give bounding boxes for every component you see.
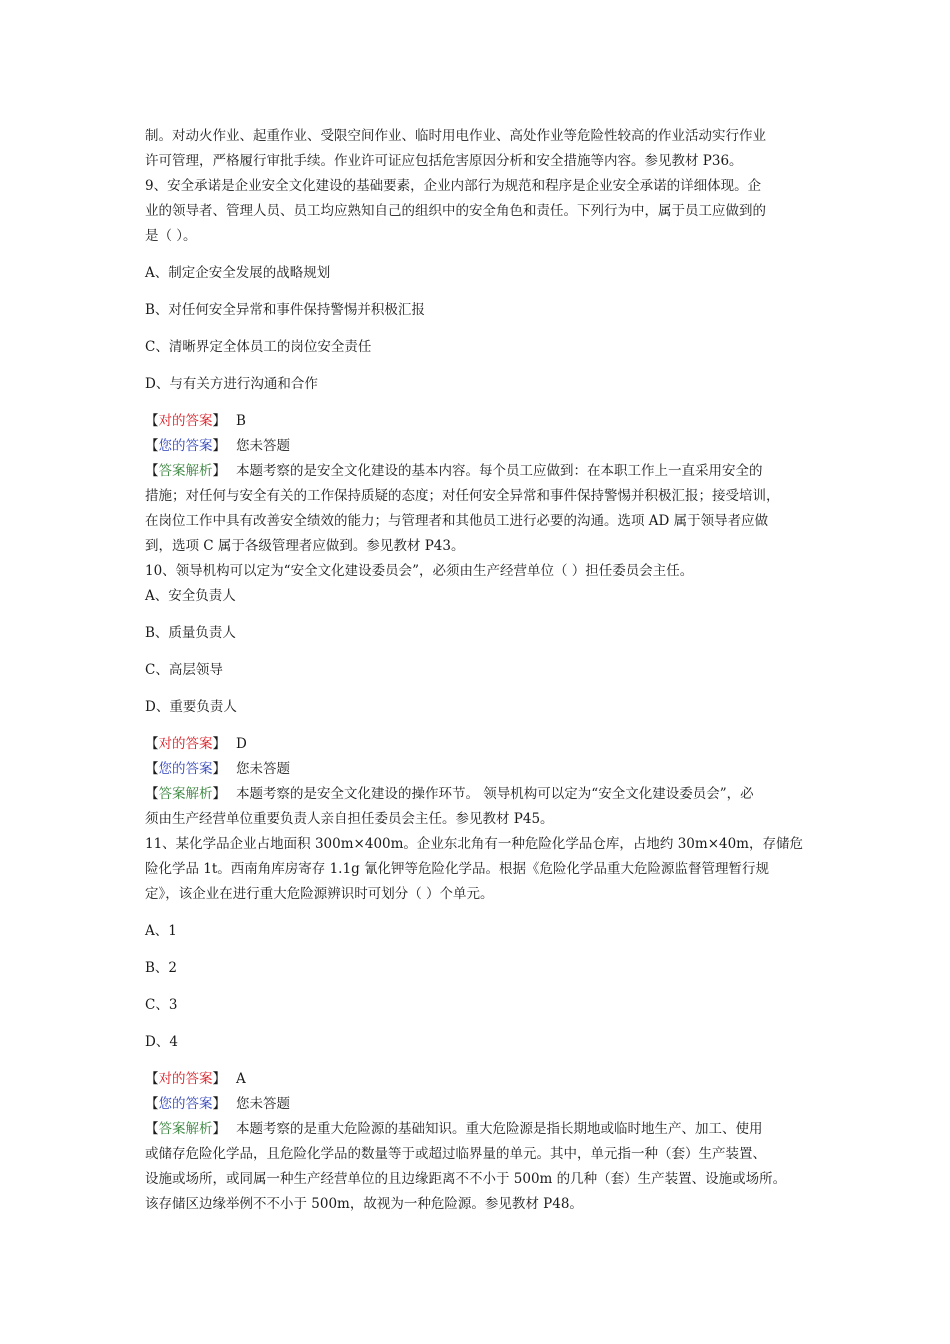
bracket-open: 【: [145, 1071, 159, 1087]
your-answer-value: 您未答题: [236, 761, 290, 777]
correct-answer-row: [145, 409, 815, 434]
stem-line: 10、领导机构可以定为“安全文化建设委员会”，必须由生产经营单位（ ）担任委员会主任。: [145, 563, 694, 579]
analysis-line: [145, 459, 815, 484]
question-block: [145, 559, 815, 832]
bracket-open: 【: [145, 438, 159, 454]
bracket-open: 【: [145, 1121, 159, 1137]
bracket-close: 】: [212, 1096, 226, 1112]
your-answer-label: 您的答案: [158, 761, 213, 777]
analysis-line: 或储存危险化学品，且危险化学品的数量等于或超过临界量的单元。其中，单元指一种（套）生产装置、: [145, 1146, 766, 1162]
bracket-close: 】: [212, 1071, 226, 1087]
option-b: B、质量负责人: [145, 625, 236, 641]
analysis-label: 答案解析: [158, 1121, 213, 1137]
your-answer-value: 您未答题: [236, 438, 290, 454]
bracket-close: 】: [212, 413, 226, 429]
bracket-open: 【: [145, 761, 159, 777]
option-a: A、1: [145, 923, 177, 939]
analysis-text: 本题考察的是重大危险源的基础知识。重大危险源是指长期地或临时地生产、加工、使用: [236, 1121, 763, 1137]
option-b: B、对任何安全异常和事件保持警惕并积极汇报: [145, 302, 425, 318]
intro-line: 许可管理，严格履行审批手续。作业许可证应包括危害原因分析和安全措施等内容。参见教材 P36。: [145, 153, 743, 169]
question-stem: [145, 174, 815, 249]
option-d: D、4: [145, 1034, 178, 1050]
option-c: C、高层领导: [145, 662, 223, 678]
option-c: C、3: [145, 997, 178, 1013]
question-block: [145, 832, 815, 1217]
correct-answer-value: A: [236, 1071, 246, 1087]
your-answer-row: [145, 434, 815, 459]
option-a: A、制定企安全发展的战略规划: [145, 265, 331, 281]
bracket-open: 【: [145, 1096, 159, 1112]
intro-line: 制。对动火作业、起重作业、受限空间作业、临时用电作业、高处作业等危险性较高的作业活动实行作业: [145, 128, 766, 144]
analysis-line: [145, 1117, 815, 1142]
analysis-block: [145, 459, 815, 559]
analysis-label: 答案解析: [158, 463, 213, 479]
stem-line: 9、安全承诺是企业安全文化建设的基础要素，企业内部行为规范和程序是企业安全承诺的详细体现。企: [145, 178, 762, 194]
intro-paragraph: [145, 124, 815, 174]
question-block: [145, 174, 815, 559]
analysis-line: [145, 782, 815, 807]
analysis-line: 措施；对任何与安全有关的工作保持质疑的态度；对任何安全异常和事件保持警惕并积极汇报；接受培训，: [145, 488, 780, 504]
your-answer-label: 您的答案: [158, 1096, 213, 1112]
stem-line: 11、某化学品企业占地面积 300m×400m。企业东北角有一种危险化学品仓库，占地约 30m×40m，存储危: [145, 836, 803, 852]
stem-line: 险化学品 1t。西南角库房寄存 1.1g 氰化钾等危险化学品。根据《危险化学品重大危险源监督管理暂行规: [145, 861, 769, 877]
question-stem: [145, 832, 815, 907]
correct-answer-label: 对的答案: [158, 1071, 213, 1087]
your-answer-row: [145, 1092, 815, 1117]
correct-answer-row: [145, 1067, 815, 1092]
correct-answer-row: [145, 732, 815, 757]
bracket-open: 【: [145, 463, 159, 479]
stem-line: 是（ ）。: [145, 228, 197, 244]
correct-answer-label: 对的答案: [158, 413, 213, 429]
option-c: C、清晰界定全体员工的岗位安全责任: [145, 339, 372, 355]
analysis-text: 本题考察的是安全文化建设的操作环节。 领导机构可以定为“安全文化建设委员会”，必: [236, 786, 754, 802]
bracket-close: 】: [212, 1121, 226, 1137]
bracket-close: 】: [212, 736, 226, 752]
bracket-close: 】: [212, 463, 226, 479]
bracket-close: 】: [212, 786, 226, 802]
option-d: D、重要负责人: [145, 699, 237, 715]
your-answer-row: [145, 757, 815, 782]
correct-answer-value: B: [236, 413, 246, 429]
bracket-open: 【: [145, 786, 159, 802]
stem-line: 业的领导者、管理人员、员工均应熟知自己的组织中的安全角色和责任。下列行为中，属于员工应做到的: [145, 203, 766, 219]
bracket-open: 【: [145, 736, 159, 752]
analysis-block: [145, 1117, 815, 1217]
question-stem: [145, 559, 815, 584]
analysis-text: 本题考察的是安全文化建设的基本内容。每个员工应做到：在本职工作上一直采用安全的: [236, 463, 763, 479]
analysis-line: 设施或场所，或同属一种生产经营单位的且边缘距离不不小于 500m 的几种（套）生产装置、设施或场所。: [145, 1171, 787, 1187]
your-answer-label: 您的答案: [158, 438, 213, 454]
option-d: D、与有关方进行沟通和合作: [145, 376, 318, 392]
analysis-line: 到，选项 C 属于各级管理者应做到。参见教材 P43。: [145, 538, 465, 554]
stem-line: 定》，该企业在进行重大危险源辨识时可划分（ ）个单元。: [145, 886, 494, 902]
document-page: [145, 124, 815, 1217]
option-b: B、2: [145, 960, 178, 976]
bracket-close: 】: [212, 761, 226, 777]
bracket-open: 【: [145, 413, 159, 429]
correct-answer-value: D: [236, 736, 247, 752]
analysis-block: [145, 782, 815, 832]
analysis-line: 须由生产经营单位重要负责人亲自担任委员会主任。参见教材 P45。: [145, 811, 554, 827]
analysis-line: 在岗位工作中具有改善安全绩效的能力；与管理者和其他员工进行必要的沟通。选项 AD 属于领导者应做: [145, 513, 769, 529]
your-answer-value: 您未答题: [236, 1096, 290, 1112]
analysis-line: 该存储区边缘举例不不小于 500m，故视为一种危险源。参见教材 P48。: [145, 1196, 583, 1212]
option-a: A、安全负责人: [145, 588, 236, 604]
correct-answer-label: 对的答案: [158, 736, 213, 752]
bracket-close: 】: [212, 438, 226, 454]
analysis-label: 答案解析: [158, 786, 213, 802]
